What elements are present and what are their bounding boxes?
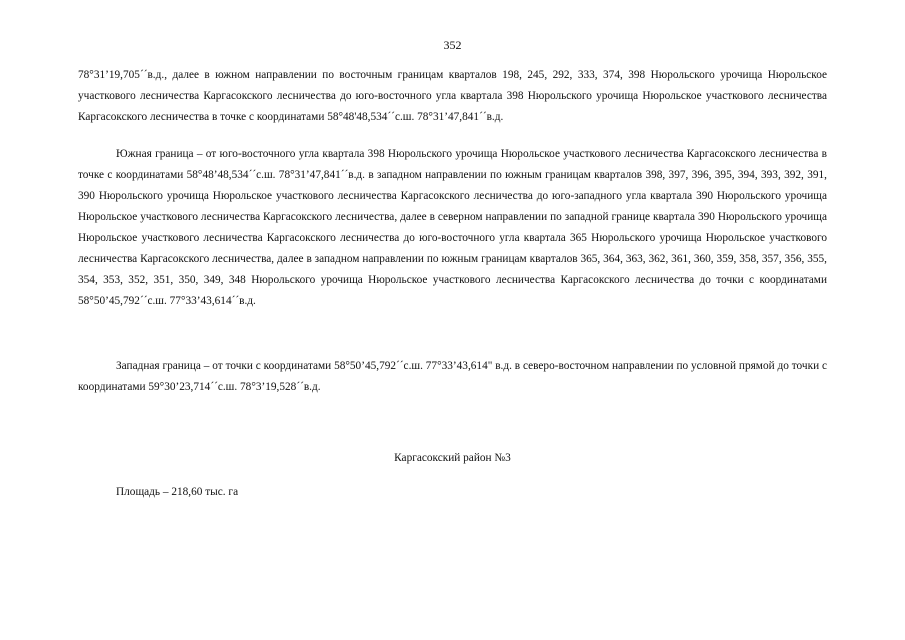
paragraph-east-boundary-continuation: 78°31’19,705´´в.д., далее в южном направлении по восточным границам кварталов 198, 245, 292, 333, 374, 398 Нюрольского урочища Нюрольское участкового лесничества Каргасокского лесничества до юго-восточного угла квартала 398 Нюрольского урочища Нюрольское участкового лесничества Каргасокского лесничества в точке с координатами 58°48'48,534´´с.ш. 78°31’47,841´´в.д. (78, 69, 827, 123)
area-line: Площадь – 218,60 тыс. га (116, 486, 239, 498)
page-number: 352 (443, 38, 462, 52)
paragraph-west-boundary: Западная граница – от точки с координатами 58°50’45,792´´с.ш. 77°33’43,614" в.д. в северо-восточном направлении по условной прямой до точки с координатами 59°30’23,714´´с.ш. 78°3’19,528´´в.д. (78, 360, 827, 393)
paragraph-south-boundary: Южная граница – от юго-восточного угла квартала 398 Нюрольского урочища Нюрольское участкового лесничества Каргасокского лесничества в точке с координатами 58°48’48,534´´с.ш. 78°31’47,841´´в.д. в западном направлении по южным границам кварталов 398, 397, 396, 395, 394, 393, 392, 391, 390 Нюрольского урочища Нюрольское участкового лесничества Каргасокского лесничества до юго-западного угла квартала 390 Нюрольского урочища Нюрольское участкового лесничества Каргасокского лесничества, далее в северном направлении по западной границе квартала 390 Нюрольского урочища Нюрольское участкового лесничества Каргасокского лесничества до юго-восточного угла квартала 365 Нюрольского урочища Нюрольское участкового лесничества Каргасокского лесничества, далее в западном направлении по южным границам кварталов 365, 364, 363, 362, 361, 360, 359, 358, 357, 356, 355, 354, 353, 352, 351, 350, 349, 348 Нюрольского урочища Нюрольское участкового лесничества Каргасокского лесничества до точки с координатами 58°50’45,792´´с.ш. 77°33’43,614´´в.д. (78, 148, 827, 307)
district-title: Каргасокский район №3 (394, 452, 511, 464)
